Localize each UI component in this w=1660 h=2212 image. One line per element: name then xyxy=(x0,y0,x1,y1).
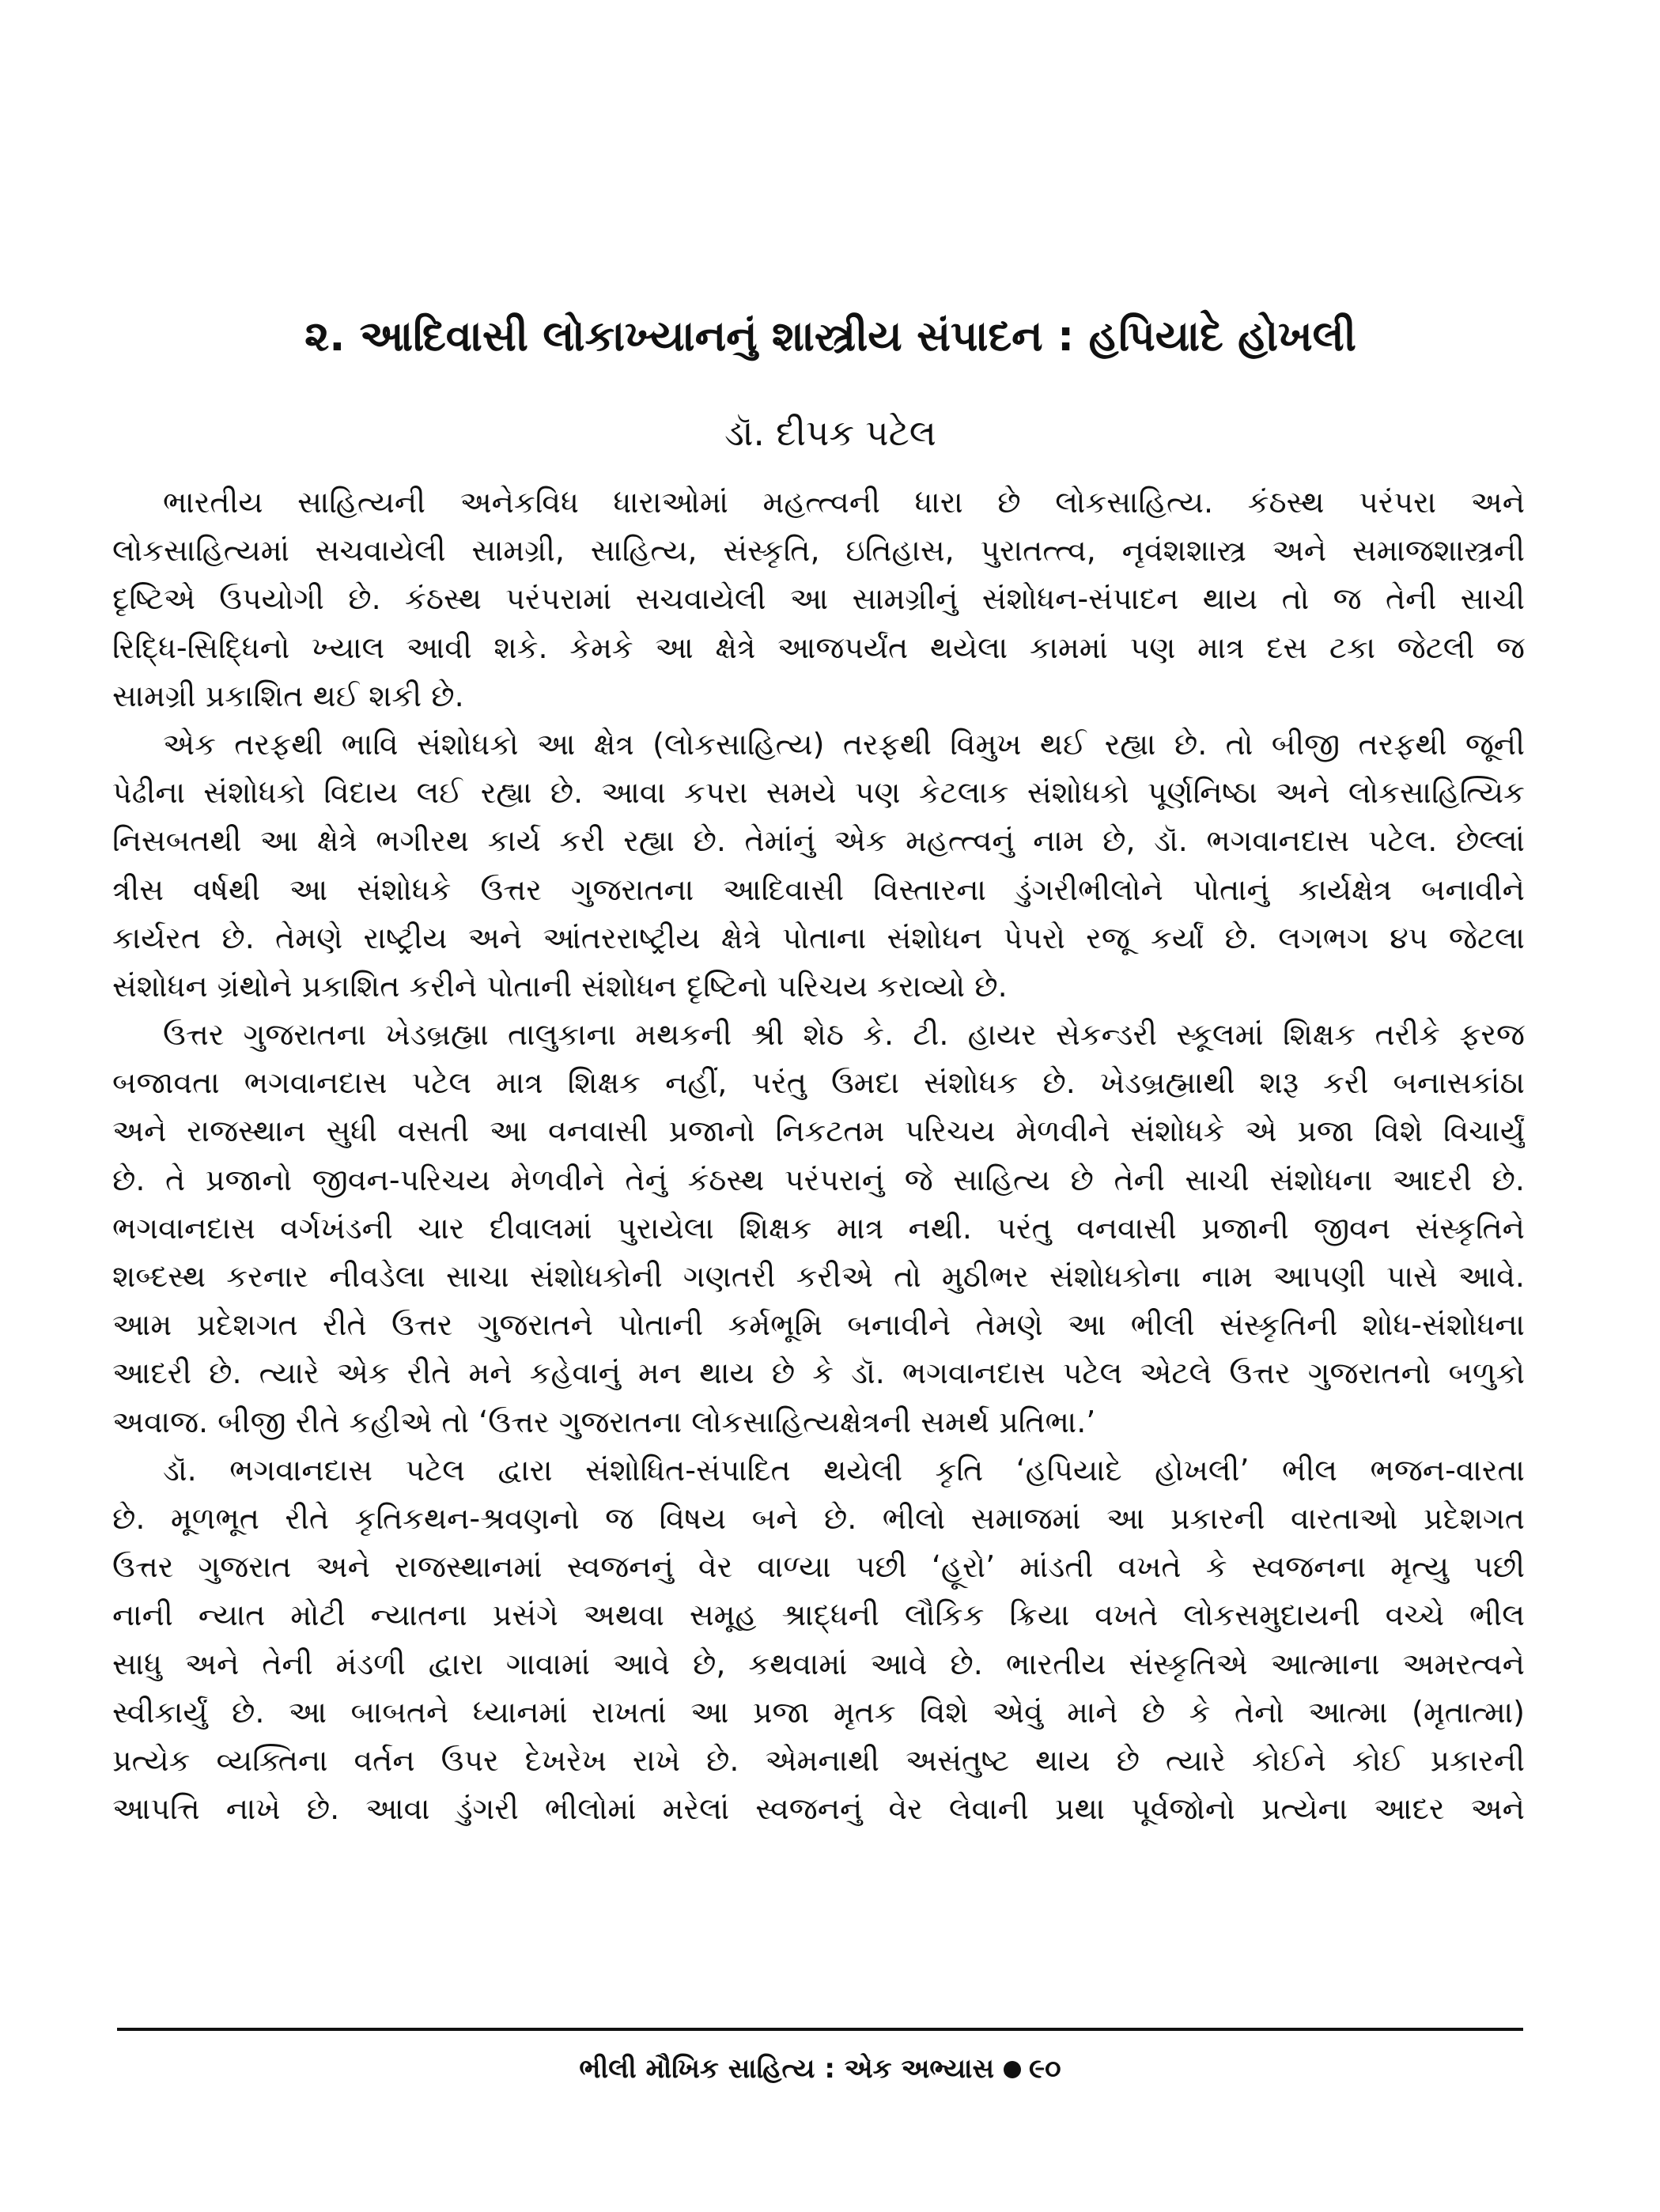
body-line: આમ પ્રદેશગત રીતે ઉત્તર ગુજરાતને પોતાની કર્મભૂમિ બનાવીને તેમણે આ ભીલી સંસ્કૃતિની શોધ-સંશોધના xyxy=(112,1307,1525,1343)
body-line: નાની ન્યાત મોટી ન્યાતના પ્રસંગે અથવા સમૂહ શ્રાદ્ધની લૌકિક ક્રિયા વખતે લોકસમુદાયની વચ્ચે ભીલ xyxy=(112,1598,1525,1633)
body-line: દૃષ્ટિએ ઉપયોગી છે. કંઠસ્થ પરંપરામાં સચવાયેલી આ સામગ્રીનું સંશોધન-સંપાદન થાય તો જ તેની સાચી xyxy=(112,581,1525,617)
body-line: ઉત્તર ગુજરાતના ખેડબ્રહ્મા તાલુકાના મથકની શ્રી શેઠ કે. ટી. હાયર સેકન્ડરી સ્કૂલમાં શિક્ષક તરીકે ફરજ xyxy=(163,1017,1525,1053)
body-line: છે. તે પ્રજાનો જીવન-પરિચય મેળવીને તેનું કંઠસ્થ પરંપરાનું જે સાહિત્ય છે તેની સાચી સંશોધના આદરી છે. xyxy=(112,1162,1525,1197)
body-line: આદરી છે. ત્યારે એક રીતે મને કહેવાનું મન થાય છે કે ડૉ. ભગવાનદાસ પટેલ એટલે ઉત્તર ગુજરાતનો બળુકો xyxy=(112,1356,1525,1391)
body-line: સામગ્રી પ્રકાશિત થઈ શકી છે. xyxy=(112,678,464,713)
body-text xyxy=(112,478,1525,1833)
footer-divider xyxy=(117,2028,1523,2031)
body-line: સ્વીકાર્યું છે. આ બાબતને ધ્યાનમાં રાખતાં આ પ્રજા મૃતક વિશે એવું માને છે કે તેનો આત્મા (મૃતાત્મા) xyxy=(112,1694,1525,1730)
body-line: ભગવાનદાસ વર્ગખંડની ચાર દીવાલમાં પુરાયેલા શિક્ષક માત્ર નથી. પરંતુ વનવાસી પ્રજાની જીવન સંસ્કૃતિને xyxy=(112,1210,1525,1246)
body-line: અવાજ. બીજી રીતે કહીએ તો ‘ઉત્તર ગુજરાતના લોકસાહિત્યક્ષેત્રની સમર્થ પ્રતિભા.’ xyxy=(112,1404,1096,1439)
body-line: શબ્દસ્થ કરનાર નીવડેલા સાચા સંશોધકોની ગણતરી કરીએ તો મુઠીભર સંશોધકોના નામ આપણી પાસે આવે. xyxy=(112,1259,1525,1294)
body-line: રિદ્ધિ-સિદ્ધિનો ખ્યાલ આવી શકે. કેમકે આ ક્ષેત્રે આજપર્યંત થયેલા કામમાં પણ માત્ર દસ ટકા જેટલી જ xyxy=(112,630,1525,665)
page-footer xyxy=(117,2048,1523,2090)
body-line: છે. મૂળભૂત રીતે કૃતિકથન-શ્રવણનો જ વિષય બને છે. ભીલો સમાજમાં આ પ્રકારની વારતાઓ પ્રદેશગત xyxy=(112,1500,1525,1536)
author-name: ડૉ. દીપક પટેલ xyxy=(724,412,936,454)
body-line: નિસબતથી આ ક્ષેત્રે ભગીરથ કાર્ય કરી રહ્યા છે. તેમાંનું એક મહત્ત્વનું નામ છે, ડૉ. ભગવાનદાસ પટેલ. છેલ્લાં xyxy=(112,823,1525,859)
footer-book-title: ભીલી મૌખિક સાહિત્ય : એક અભ્યાસ xyxy=(579,2053,995,2085)
body-line: પેઢીના સંશોધકો વિદાય લઈ રહ્યા છે. આવા કપરા સમયે પણ કેટલાક સંશોધકો પૂર્ણનિષ્ઠા અને લોકસાહિત્યિક xyxy=(112,775,1525,811)
body-line: સંશોધન ગ્રંથોને પ્રકાશિત કરીને પોતાની સંશોધન દૃષ્ટિનો પરિચય કરાવ્યો છે. xyxy=(112,968,1008,1004)
body-line: ત્રીસ વર્ષથી આ સંશોધકે ઉત્તર ગુજરાતના આદિવાસી વિસ્તારના ડુંગરીભીલોને પોતાનું કાર્યક્ષેત્ર બનાવીને xyxy=(112,872,1525,907)
body-line: લોકસાહિત્યમાં સચવાયેલી સામગ્રી, સાહિત્ય, સંસ્કૃતિ, ઇતિહાસ, પુરાતત્ત્વ, નૃવંશશાસ્ત્ર અને સમાજશાસ્ત્રની xyxy=(112,533,1525,569)
body-line: બજાવતા ભગવાનદાસ પટેલ માત્ર શિક્ષક નહીં, પરંતુ ઉમદા સંશોધક છે. ખેડબ્રહ્માથી શરૂ કરી બનાસકાંઠા xyxy=(112,1065,1525,1101)
body-line: સાધુ અને તેની મંડળી દ્વારા ગાવામાં આવે છે, કથવામાં આવે છે. ભારતીય સંસ્કૃતિએ આત્માના અમરત્વને xyxy=(112,1646,1525,1681)
body-line: ભારતીય સાહિત્યની અનેકવિધ ધારાઓમાં મહત્ત્વની ધારા છે લોકસાહિત્ય. કંઠસ્થ પરંપરા અને xyxy=(163,485,1525,520)
body-line: અને રાજસ્થાન સુધી વસતી આ વનવાસી પ્રજાનો નિકટતમ પરિચય મેળવીને સંશોધકે એ પ્રજા વિશે વિચાર્યું xyxy=(112,1114,1525,1149)
page-number: ૯૦ xyxy=(1029,2053,1061,2085)
bullet-icon xyxy=(1004,2061,1021,2078)
body-line: પ્રત્યેક વ્યક્તિના વર્તન ઉપર દેખરેખ રાખે છે. એમનાથી અસંતુષ્ટ થાય છે ત્યારે કોઈને કોઈ પ્રકારની xyxy=(112,1742,1525,1778)
body-line: આપત્તિ નાખે છે. આવા ડુંગરી ભીલોમાં મરેલાં સ્વજનનું વેર લેવાની પ્રથા પૂર્વજોનો પ્રત્યેના આદર અને xyxy=(112,1791,1525,1827)
body-line: ઉત્તર ગુજરાત અને રાજસ્થાનમાં સ્વજનનું વેર વાળ્યા પછી ‘હૂરો’ માંડતી વખતે કે સ્વજનના મૃત્યુ પછી xyxy=(112,1549,1525,1585)
chapter-title: ૨. આદિવાસી લોકાખ્યાનનું શાસ્ત્રીય સંપાદન : હપિયાદે હોખલી xyxy=(304,312,1356,361)
body-line: ડૉ. ભગવાનદાસ પટેલ દ્વારા સંશોધિત-સંપાદિત થયેલી કૃતિ ‘હપિયાદે હોખલી’ ભીલ ભજન-વારતા xyxy=(163,1452,1525,1488)
body-line: કાર્યરત છે. તેમણે રાષ્ટ્રીય અને આંતરરાષ્ટ્રીય ક્ષેત્રે પોતાના સંશોધન પેપરો રજૂ કર્યાં છે. લગભગ ૪૫ જેટલા xyxy=(112,920,1525,955)
body-line: એક તરફથી ભાવિ સંશોધકો આ ક્ષેત્ર (લોકસાહિત્ય) તરફથી વિમુખ થઈ રહ્યા છે. તો બીજી તરફથી જૂની xyxy=(163,726,1525,762)
